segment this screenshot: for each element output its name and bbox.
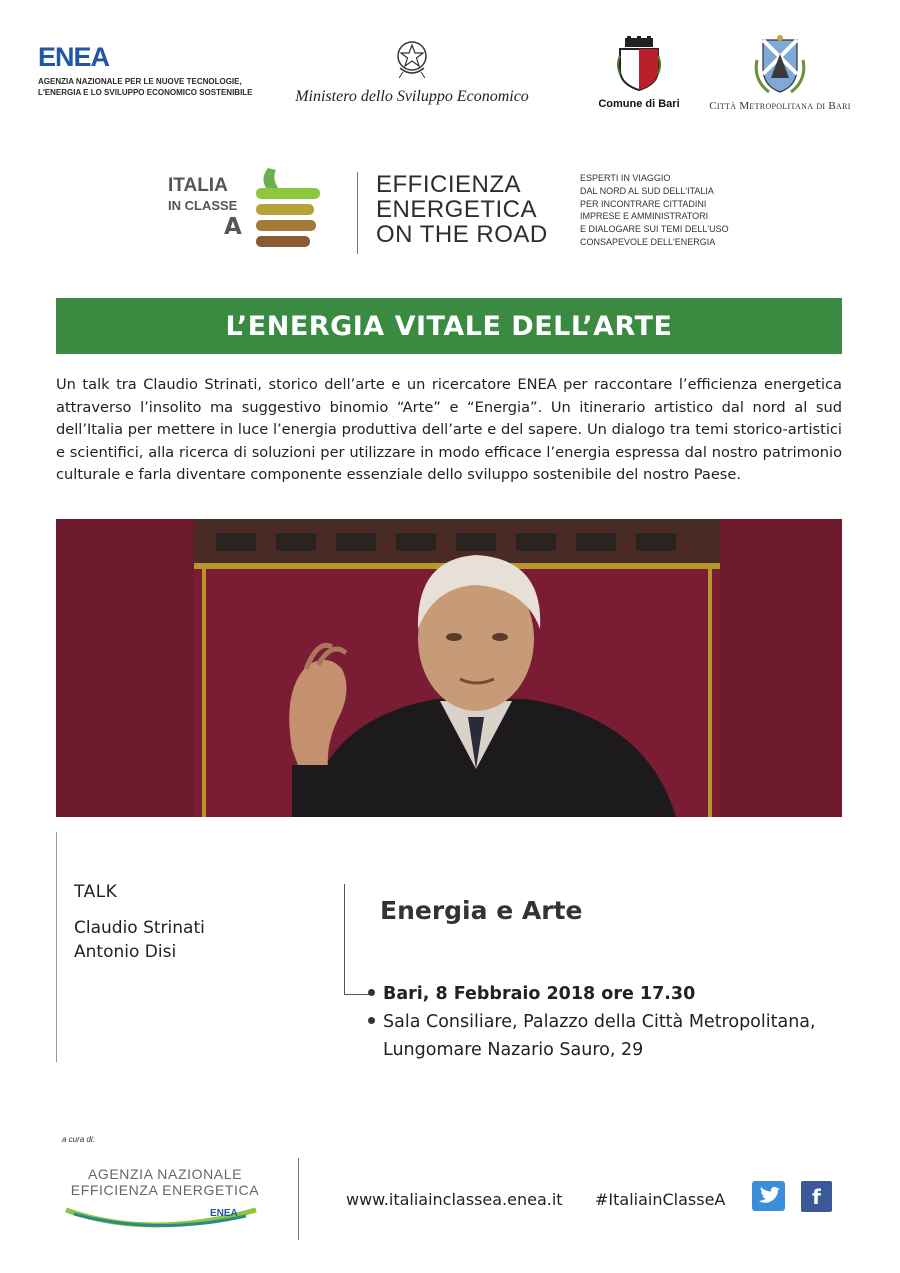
speaker-name: Claudio Strinati xyxy=(74,918,205,938)
agenzia-efficienza-logo xyxy=(60,1166,270,1234)
class-a-letter: A xyxy=(224,214,242,240)
bullet-icon xyxy=(368,989,375,996)
talk-divider xyxy=(56,832,57,1062)
agency-swoosh-icon xyxy=(60,1200,270,1234)
comune-di-bari-text: Comune di Bari xyxy=(598,98,680,110)
agency-line-1: AGENZIA NAZIONALE xyxy=(87,1166,243,1182)
page-title: L’ENERGIA VITALE DELL’ARTE xyxy=(225,310,673,342)
event-address: Lungomare Nazario Sauro, 29 xyxy=(383,1040,644,1060)
italian-emblem-icon xyxy=(395,38,429,80)
agency-line-2: EFFICIENZA ENERGETICA xyxy=(70,1182,260,1198)
a-cura-di-label: a cura di: xyxy=(62,1135,95,1144)
talk-label: TALK xyxy=(74,882,118,902)
metropolitan-shield-icon xyxy=(749,34,811,98)
italia-in-classe-a-logo xyxy=(168,164,348,260)
talk-block xyxy=(74,882,205,964)
italia-label: ITALIA xyxy=(168,175,228,196)
enea-subtitle: AGENZIA NAZIONALE PER LE NUOVE TECNOLOGIE, L'ENERGIA E LO SVILUPPO ECONOMICO SOSTENIBILE xyxy=(38,77,253,97)
ministero-logo xyxy=(282,38,542,106)
header-divider xyxy=(357,172,358,254)
ministero-text: Ministero dello Sviluppo Economico xyxy=(295,88,529,105)
event-venue: Sala Consiliare, Palazzo della Città Metropolitana, xyxy=(383,1012,816,1032)
event-date: Bari, 8 Febbraio 2018 ore 17.30 xyxy=(383,984,696,1004)
event-details xyxy=(368,980,816,1064)
footer-divider xyxy=(298,1158,299,1240)
intro-paragraph: Un talk tra Claudio Strinati, storico dell’arte e un ricercatore ENEA per raccontare l’efficienza energetica attraverso l’insolito ma suggestivo binomio “Arte” e “Energia”. Un itinerario artistico dal nord al sud dell’Italia per mettere in luce l’energia produttiva dell’arte e del sapere. Un dialogo tra temi storico-artistici e scientifici, alla ricerca di soluzioni per utilizzare in modo efficace l’energia espressa dal nostro patrimonio culturale e farla diventare componente essenziale dello sviluppo sostenibile del nostro Paese. xyxy=(56,376,842,483)
enea-wordmark: ENEA xyxy=(38,42,110,72)
event-connector-line xyxy=(344,884,372,995)
bari-coat-of-arms-icon xyxy=(616,36,662,92)
comune-di-bari-logo xyxy=(596,36,682,110)
bullet-icon xyxy=(368,1017,375,1024)
efficienza-on-the-road-title: EFFICIENZA ENERGETICA ON THE ROAD xyxy=(376,171,548,248)
citta-metropolitana-logo xyxy=(700,34,860,112)
energy-class-bars-icon xyxy=(246,164,336,254)
speaker-name: Antonio Disi xyxy=(74,942,177,962)
hashtag[interactable]: #ItaliainClasseA xyxy=(595,1190,726,1209)
in-classe-label: IN CLASSE xyxy=(168,198,238,213)
website-link[interactable]: www.italiainclassea.enea.it xyxy=(346,1190,563,1209)
agency-enea-mark: ENEA xyxy=(210,1208,238,1219)
title-banner xyxy=(56,298,842,354)
enea-logo xyxy=(38,44,258,98)
speaker-photo-illustration xyxy=(56,519,842,817)
facebook-icon[interactable]: f xyxy=(801,1181,832,1212)
twitter-icon[interactable] xyxy=(752,1181,785,1211)
event-title: Energia e Arte xyxy=(380,896,583,925)
citta-metropolitana-text: Città Metropolitana di Bari xyxy=(709,100,851,112)
campaign-description: ESPERTI IN VIAGGIO DAL NORD AL SUD DELL'ITALIA PER INCONTRARE CITTADINI IMPRESE E AMMINISTRATORI E DIALOGARE SUI TEMI DELL'USO CONSAPEVOLE DELL'ENERGIA xyxy=(580,173,729,247)
speaker-photo xyxy=(56,519,842,817)
